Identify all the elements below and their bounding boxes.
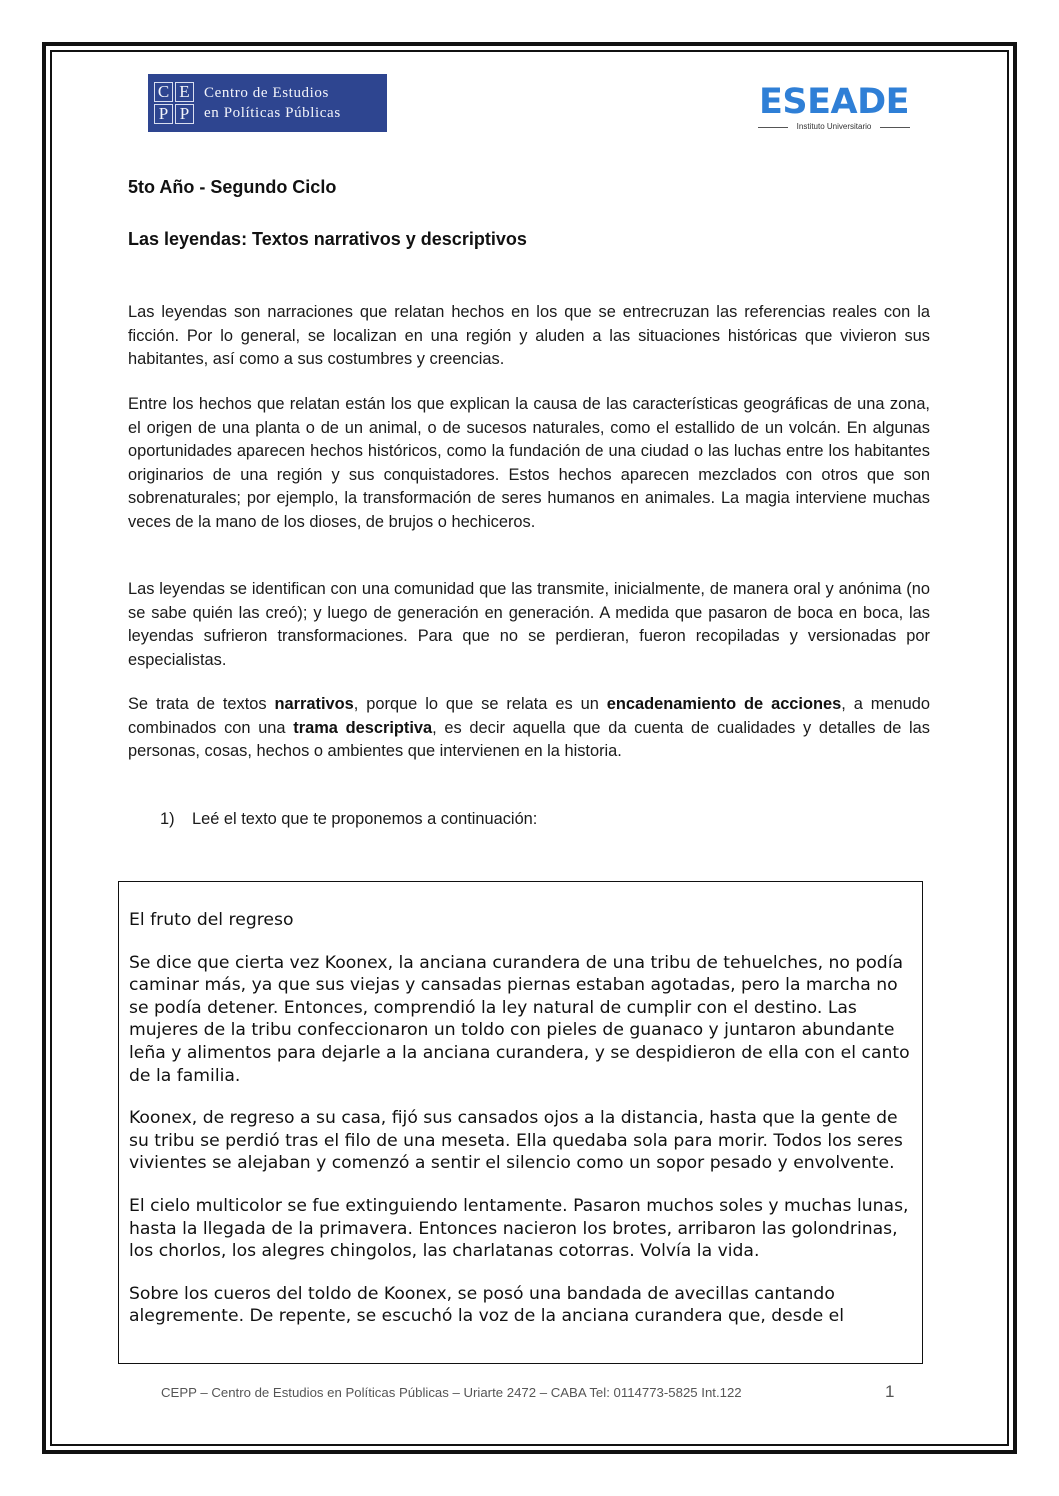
- page-number: 1: [885, 1382, 895, 1401]
- footer-contact: CEPP – Centro de Estudios en Políticas Públicas – Uriarte 2472 – CABA Tel: 0114773-5825 Int.122: [161, 1385, 742, 1400]
- eseade-logo: [752, 82, 914, 134]
- cepp-logo-monogram: [154, 82, 194, 124]
- paragraph-text: , porque lo que se relata es un: [353, 695, 607, 713]
- course-year-heading: 5to Año - Segundo Ciclo: [128, 177, 337, 197]
- paragraph-intro: Las leyendas son narraciones que relatan hechos en los que se entrecruzan las referencias reales con la ficción. Por lo general, se localizan en una región y aluden a las situaciones históricas que vivieron sus habitantes, así como a sus costumbres y creencias.: [128, 303, 930, 368]
- paragraph-text: Se trata de textos: [128, 695, 275, 713]
- story-title: El fruto del regreso: [129, 910, 294, 930]
- cepp-letter: E: [175, 82, 194, 102]
- bold-term: encadenamiento de acciones: [606, 695, 842, 713]
- story-box: [118, 881, 923, 1364]
- paragraph-community: Las leyendas se identifican con una comunidad que las transmite, inicialmente, de manera oral y anónima (no se sabe quién las creó); y luego de generación en generación. A medida que pasaron de boca en boca, las leyendas sufrieron transformaciones. Para que no se perdieran, fueron recopiladas y versionadas por especialistas.: [128, 580, 930, 669]
- instruction-item: [160, 810, 537, 829]
- bold-term: narrativos: [274, 695, 354, 713]
- story-paragraph: Sobre los cueros del toldo de Koonex, se posó una bandada de avecillas cantando alegremente. De repente, se escuchó la voz de la anciana curandera que, desde el: [129, 1283, 845, 1327]
- paragraph-text-type: [128, 693, 930, 764]
- story-paragraph: Se dice que cierta vez Koonex, la anciana curandera de una tribu de tehuelches, no podía caminar más, ya que sus viejas y cansadas piernas estaban agotadas, pero la marcha no se podía detener. Entonces, comprendió la ley natural de cumplir con el destino. Las mujeres de la tribu confeccionaron un toldo con pieles de guanaco y juntaron abundante leña y alimentos para dejarle a la anciana curandera, y se despidieron de ella con el canto de la familia.: [129, 952, 910, 1086]
- eseade-logo-word: ESEADE: [758, 82, 910, 122]
- cepp-letter: C: [154, 82, 173, 102]
- page-title: Las leyendas: Textos narrativos y descriptivos: [128, 229, 527, 249]
- paragraph-text: , es decir aquella que da cuenta de cualidades y detalles de las personas, cosas, hechos o ambientes que intervienen en la historia.: [128, 718, 930, 760]
- story-content: [129, 909, 913, 1348]
- instruction-text: Leé el texto que te proponemos a continuación:: [192, 810, 538, 828]
- story-paragraph: Koonex, de regreso a su casa, fijó sus cansados ojos a la distancia, hasta que la gente de su tribu se perdió tras el filo de una meseta. Ella quedaba sola para morir. Todos los seres vivientes se alejaban y comenzó a sentir el silencio como un sopor pesado y envolvente.: [129, 1108, 903, 1174]
- cepp-logo-line1: Centro de Estudios: [204, 85, 329, 101]
- eseade-logo-rule: [880, 127, 910, 128]
- cepp-letter: P: [175, 104, 194, 124]
- eseade-logo-rule: [758, 127, 788, 128]
- eseade-logo-subtitle: Instituto Universitario: [796, 122, 872, 131]
- cepp-logo-line2: en Políticas Públicas: [204, 105, 341, 121]
- cepp-logo: [148, 74, 387, 132]
- story-paragraph: El cielo multicolor se fue extinguiendo lentamente. Pasaron muchos soles y muchas lunas, hasta la llegada de la primavera. Entonces nacieron los brotes, arribaron las golondrinas, los chorlos, los alegres chingolos, las charlatanas cotorras. Volvía la vida.: [129, 1195, 909, 1262]
- paragraph-events: Entre los hechos que relatan están los que explican la causa de las características geográficas de una zona, el origen de una planta o de un animal, o de sucesos naturales, como el estallido de un volcán. En algunas oportunidades aparecen hechos históricos, como la fundación de una ciudad o las luchas entre los habitantes originarios de una región y sus conquistadores. Estos hechos aparecen mezclados con otros que son sobrenaturales; por ejemplo, la transformación de seres humanos en animales. La magia interviene muchas veces de la mano de los dioses, de brujos o hechiceros.: [128, 395, 930, 531]
- paragraph-text: , a menudo combinados con una: [128, 695, 930, 737]
- bold-term: trama descriptiva: [293, 718, 433, 737]
- instruction-number: 1): [160, 810, 175, 828]
- cepp-letter: P: [154, 104, 173, 124]
